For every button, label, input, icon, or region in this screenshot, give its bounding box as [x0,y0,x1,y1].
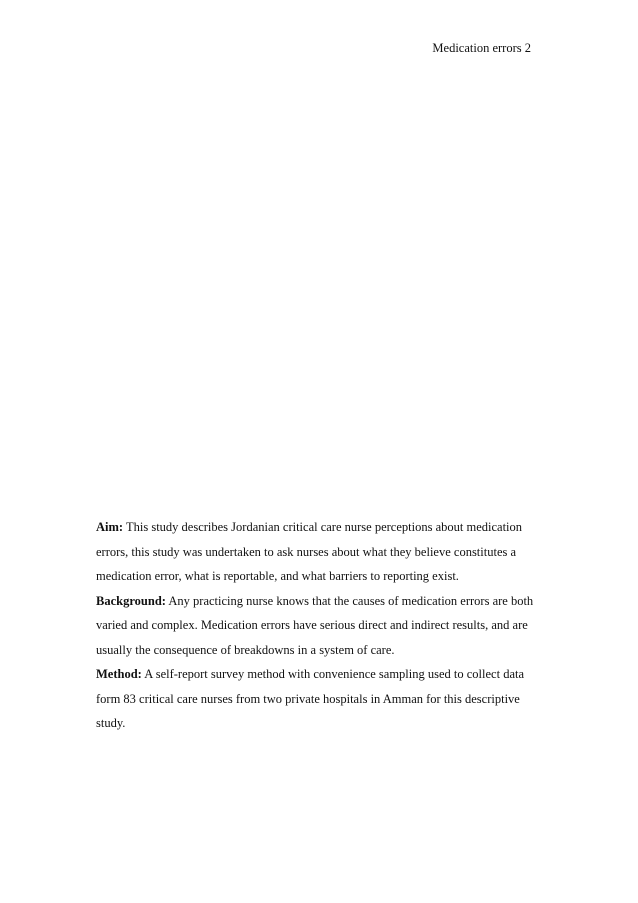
aim-text: This study describes Jordanian critical care nurse perceptions about medication errors, this study was undertaken to ask nurses about what they believe constitutes a medication error, what is reportable, and what barriers to reporting exist. [96,520,523,583]
abstract-section [96,515,548,736]
running-head: Medication errors 2 [432,41,531,55]
background-label: Background: [96,593,166,608]
method-label: Method: [96,667,142,681]
aim-label: Aim: [96,520,124,534]
method-paragraph [96,662,548,736]
background-text: Any practicing nurse knows that the causes of medication errors are both varied and complex. Medication errors have serious direct and indirect results, and are usually the consequence of breakdowns in a system of care. [96,593,534,657]
background-paragraph [96,589,548,663]
aim-paragraph [96,515,548,589]
method-text: A self-report survey method with convenience sampling used to collect data form 83 critical care nurses from two private hospitals in Amman for this descriptive study. [96,667,525,730]
